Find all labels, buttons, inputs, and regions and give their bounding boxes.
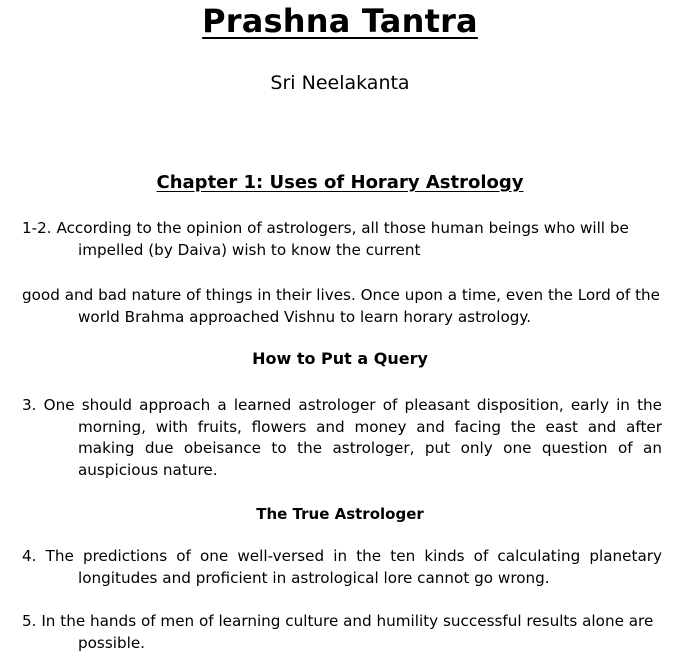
section-heading-true-astrologer: The True Astrologer: [256, 505, 424, 523]
chapter-heading: Chapter 1: Uses of Horary Astrology: [156, 172, 524, 193]
document-title: Prashna Tantra: [202, 2, 478, 40]
section-heading-query: How to Put a Query: [252, 349, 428, 368]
document-author: Sri Neelakanta: [270, 72, 410, 94]
paragraph-5: 5. In the hands of men of learning culture and humility successful results alone are possible.: [22, 612, 654, 652]
paragraph-1-2-part-1: 1-2. According to the opinion of astrologers, all those human beings who will be impelled (by Daiva) wish to know the current: [22, 219, 629, 259]
paragraph-1-2-part-2: good and bad nature of things in their lives. Once upon a time, even the Lord of the world Brahma approached Vishnu to learn horary astrology.: [22, 286, 661, 326]
paragraph-3: 3. One should approach a learned astrologer of pleasant disposition, early in the morning, with fruits, flowers and money and facing the east and after making due obeisance to the astrologer, put only one question of an auspicious nature.: [22, 396, 662, 479]
paragraph-4: 4. The predictions of one well-versed in the ten kinds of calculating planetary longitudes and proficient in astrological lore cannot go wrong.: [22, 547, 662, 587]
